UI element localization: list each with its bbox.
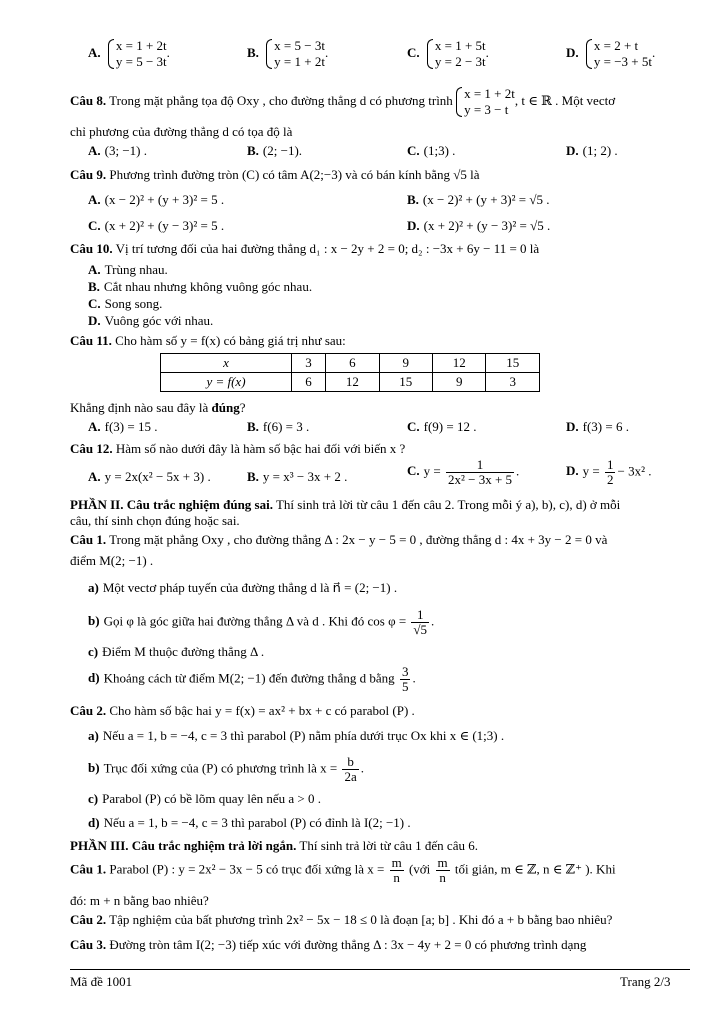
question-label: Câu 2.	[70, 703, 107, 718]
question-text: Cho hàm số y = f(x) có bảng giá trị như sau:	[115, 333, 346, 348]
q9-option-a[interactable]: A. (x − 2)² + (y + 3)² = 5 .	[88, 192, 225, 207]
part3-heading: PHẦN III. Câu trắc nghiệm trả lời ngắn. Thí sinh trả lời từ câu 1 đến câu 6.	[70, 838, 478, 853]
fraction: $\frac{1}{√5}$	[413, 607, 428, 637]
question-label: Câu 1.	[70, 532, 107, 547]
q7-option-b[interactable]: B. x = 5 − 3t y = 1 + 2t .	[247, 38, 329, 69]
p3-q1-stem: Câu 1. Parabol (P) : y = 2x² − 3x − 5 có trục đối xứng là x = $\frac{m}{n}$ (với $\frac{m}{n}$ tối giản, m ∈ ℤ, n ∈ ℤ⁺ ). Khi	[70, 855, 616, 885]
q11-option-b[interactable]: B. f(6) = 3 .	[247, 419, 310, 434]
q11-option-d[interactable]: D. f(3) = 6 .	[566, 419, 629, 434]
fraction: $\frac{m}{n}$	[391, 855, 402, 885]
q11-question: Khẳng định nào sau đây là đúng?	[70, 400, 246, 415]
table-cell: 15	[379, 373, 432, 392]
table-cell: 3	[486, 373, 540, 392]
q12-option-c[interactable]: C. y = $\frac{1}{\text{2x² − 3x + 5}}$ .	[407, 457, 520, 487]
q10-option-b[interactable]: B. Cắt nhau nhưng không vuông góc nhau.	[88, 279, 313, 294]
q12-option-d[interactable]: D. y = $\frac{1}{2}$ − 3x² .	[566, 457, 652, 487]
equation-system: x = 1 + 5t y = 2 − 3t	[427, 38, 486, 70]
value-table	[160, 353, 540, 392]
question-text: Hàm số nào dưới đây là hàm số bậc hai đối với biến x ?	[115, 441, 406, 456]
p2-q1-item-a[interactable]: a) Một vectơ pháp tuyến của đường thẳng d là n⃗ = (2; −1) .	[88, 580, 398, 595]
q12-stem	[70, 441, 405, 456]
q9-stem	[70, 167, 480, 182]
q8-option-d[interactable]: D. (1; 2) .	[566, 143, 618, 158]
option-label: A.	[88, 44, 101, 60]
question-label: Câu 3.	[70, 937, 107, 952]
q10-stem	[70, 241, 539, 256]
table-cell: 12	[326, 373, 379, 392]
q11-option-a[interactable]: A. f(3) = 15 .	[88, 419, 158, 434]
fraction: $\frac{m}{n}$	[437, 855, 448, 885]
table-cell: 15	[486, 354, 540, 373]
exam-code: Mã đề 1001	[70, 974, 133, 989]
part2-desc: câu, thí sinh chọn đúng hoặc sai.	[70, 513, 240, 528]
page-number: Trang 2/3	[620, 974, 671, 989]
p2-q2-item-d[interactable]: d) Nếu a = 1, b = −4, c = 3 thì parabol (P) có đỉnh là I(2; −1) .	[88, 815, 411, 830]
option-label: B.	[247, 44, 259, 60]
option-label: D.	[566, 44, 579, 60]
table-row	[161, 373, 540, 392]
q9-option-d[interactable]: D. (x + 2)² + (y − 3)² = √5 .	[407, 218, 551, 233]
table-cell: x	[161, 354, 292, 373]
equation-system: x = 1 + 2t y = 3 − t	[456, 86, 515, 118]
q10-option-c[interactable]: C. Song song.	[88, 296, 163, 311]
question-label: Câu 10.	[70, 241, 113, 256]
question-label: Câu 2.	[70, 912, 107, 927]
fraction: $\frac{b}{2a}$	[344, 754, 357, 784]
part2-heading: PHẦN II. Câu trắc nghiệm đúng sai. Thí sinh trả lời từ câu 1 đến câu 2. Trong mỗi ý a), b), c), d) ở mỗi	[70, 497, 621, 512]
p2-q1-item-c[interactable]: c) Điểm M thuộc đường thẳng Δ .	[88, 644, 265, 659]
q11-stem	[70, 333, 346, 348]
q8-option-a[interactable]: A. (3; −1) .	[88, 143, 147, 158]
p2-q2-item-b[interactable]: b) Trục đối xứng của (P) có phương trình là x = $\frac{b}{2a}$ .	[88, 754, 364, 784]
question-label: Câu 9.	[70, 167, 107, 182]
equation-system: x = 2 + t y = −3 + 5t	[586, 38, 652, 70]
fraction: $\frac{1}{\text{2x² − 3x + 5}}$	[447, 457, 513, 487]
q8-option-b[interactable]: B. (2; −1).	[247, 143, 303, 158]
table-cell: 6	[291, 373, 325, 392]
q8-option-c[interactable]: C. (1;3) .	[407, 143, 456, 158]
footer-divider	[70, 969, 690, 970]
table-cell: y = f(x)	[161, 373, 292, 392]
table-row	[161, 354, 540, 373]
section-title: PHẦN III. Câu trắc nghiệm trả lời ngắn.	[70, 838, 297, 853]
question-label: Câu 8.	[70, 92, 107, 108]
equation-system: x = 5 − 3t y = 1 + 2t	[266, 38, 325, 70]
table-cell: 3	[291, 354, 325, 373]
q7-option-d[interactable]: D. x = 2 + t y = −3 + 5t .	[566, 38, 656, 69]
question-text: Trong mặt phẳng tọa độ Oxy , cho đường thẳng d có phương trình	[109, 92, 453, 108]
q9-option-b[interactable]: B. (x − 2)² + (y + 3)² = √5 .	[407, 192, 550, 207]
question-label: Câu 1.	[70, 861, 107, 877]
table-cell: 6	[326, 354, 379, 373]
q11-option-c[interactable]: C. f(9) = 12 .	[407, 419, 477, 434]
p3-q1-stem-line2: đó: m + n bằng bao nhiêu?	[70, 893, 209, 908]
question-label: Câu 12.	[70, 441, 113, 456]
p2-q1-item-b[interactable]: b) Gọi φ là góc giữa hai đường thẳng Δ và d . Khi đó cos φ = $\frac{1}{√5}$ .	[88, 607, 435, 637]
section-title: PHẦN II. Câu trắc nghiệm đúng sai.	[70, 497, 273, 512]
p2-q2-item-a[interactable]: a) Nếu a = 1, b = −4, c = 3 thì parabol (P) nằm phía dưới trục Ox khi x ∈ (1;3) .	[88, 728, 505, 743]
table-cell: 12	[433, 354, 486, 373]
question-text: Phương trình đường tròn (C) có tâm A(2;−3) và có bán kính bằng √5 là	[109, 167, 480, 182]
table-cell: 9	[379, 354, 432, 373]
equation-system: x = 1 + 2t y = 5 − 3t	[108, 38, 167, 70]
q8-stem: Câu 8. Trong mặt phẳng tọa độ Oxy , cho đường thẳng d có phương trình x = 1 + 2t y = 3 − t , t ∈ ℝ . Một vectơ	[70, 86, 616, 117]
table-cell: 9	[433, 373, 486, 392]
p3-q3-stem: Câu 3. Đường tròn tâm I(2; −3) tiếp xúc với đường thẳng Δ : 3x − 4y + 2 = 0 có phương trình dạng	[70, 937, 587, 952]
q12-option-b[interactable]: B. y = x³ − 3x + 2 .	[247, 469, 348, 484]
option-label: C.	[407, 44, 420, 60]
p2-q2-stem: Câu 2. Cho hàm số bậc hai y = f(x) = ax² + bx + c có parabol (P) .	[70, 703, 415, 718]
fraction: $\frac{1}{2}$	[606, 457, 614, 487]
question-label: Câu 11.	[70, 333, 112, 348]
q7-option-c[interactable]: C. x = 1 + 5t y = 2 − 3t .	[407, 38, 489, 69]
q10-option-a[interactable]: A. Trùng nhau.	[88, 262, 168, 277]
q8-stem-line2: chỉ phương của đường thẳng d có tọa độ là	[70, 124, 293, 139]
q9-option-c[interactable]: C. (x + 2)² + (y − 3)² = 5 .	[88, 218, 225, 233]
p2-q1-stem: Câu 1. Trong mặt phẳng Oxy , cho đường thẳng Δ : 2x − y − 5 = 0 , đường thẳng d : 4x + 3y − 2 = 0 và	[70, 532, 608, 547]
p2-q1-item-d[interactable]: d) Khoảng cách từ điểm M(2; −1) đến đường thẳng d bằng $\frac{3}{5}$ .	[88, 664, 416, 694]
q12-option-a[interactable]: A. y = 2x(x² − 5x + 3) .	[88, 469, 211, 484]
p3-q2-stem: Câu 2. Tập nghiệm của bất phương trình 2x² − 5x − 18 ≤ 0 là đoạn [a; b] . Khi đó a + b bằng bao nhiêu?	[70, 912, 613, 927]
p2-q2-item-c[interactable]: c) Parabol (P) có bề lõm quay lên nếu a > 0 .	[88, 791, 321, 806]
p2-q1-stem-line2: điểm M(2; −1) .	[70, 553, 154, 568]
q7-option-a[interactable]: A. x = 1 + 2t y = 5 − 3t .	[88, 38, 170, 69]
q10-option-d[interactable]: D. Vuông góc với nhau.	[88, 313, 214, 328]
fraction: $\frac{3}{5}$	[401, 664, 409, 694]
question-text: Vị trí tương đối của hai đường thẳng d₁ : x − 2y + 2 = 0; d₂ : −3x + 6y − 11 = 0 là	[115, 241, 540, 256]
